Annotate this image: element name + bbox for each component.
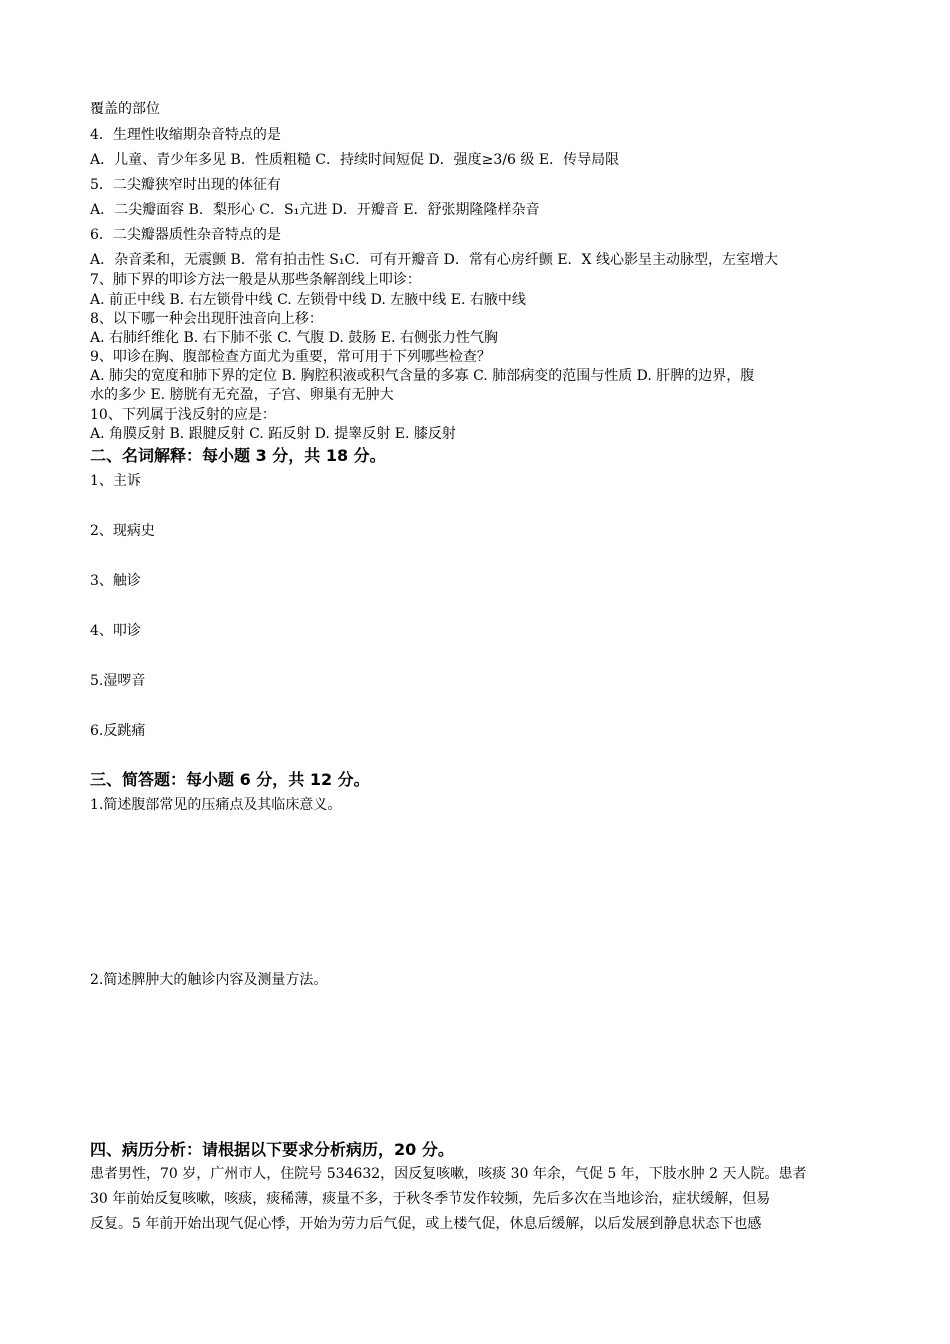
question-10: 10、下列属于浅反射的应是： bbox=[90, 407, 276, 423]
question-7-options: A. 前正中线 B. 右左锁骨中线 C. 左锁骨中线 D. 左腋中线 E. 右腋中线 bbox=[90, 292, 526, 308]
short-answer-1: 1.简述腹部常见的压痛点及其临床意义。 bbox=[90, 797, 342, 813]
question-8-options: A. 右肺纤维化 B. 右下肺不张 C. 气腹 D. 鼓肠 E. 右侧张力性气胸 bbox=[90, 330, 498, 346]
term-item: 3、触诊 bbox=[90, 573, 141, 589]
term-item: 1、主诉 bbox=[90, 473, 141, 489]
term-item: 4、叩诊 bbox=[90, 623, 141, 639]
text-line: 覆盖的部位 bbox=[90, 101, 160, 117]
question-9: 9、叩诊在胸、腹部检查方面尤为重要，常可用于下列哪些检查？ bbox=[90, 349, 491, 365]
case-text: 患者男性，70 岁，广州市人，住院号 534632，因反复咳嗽，咳痰 30 年余，气促 5 年，下肢水肿 2 天人院。患者 bbox=[90, 1166, 807, 1182]
section-3-heading: 三、简答题：每小题 6 分，共 12 分。 bbox=[90, 770, 370, 789]
question-4-options: A．儿童、青少年多见 B．性质粗糙 C．持续时间短促 D．强度≥3/6 级 E．传导局限 bbox=[90, 152, 620, 168]
short-answer-2: 2.简述脾肿大的触诊内容及测量方法。 bbox=[90, 972, 328, 988]
question-8: 8、以下哪一种会出现肝浊音向上移： bbox=[90, 311, 323, 327]
question-5: 5．二尖瓣狭窄时出现的体征有 bbox=[90, 177, 281, 193]
term-item: 6.反跳痛 bbox=[90, 723, 146, 739]
question-7: 7、肺下界的叩诊方法一般是从那些条解剖线上叩诊： bbox=[90, 272, 421, 288]
section-4-heading: 四、病历分析：请根据以下要求分析病历，20 分。 bbox=[90, 1140, 454, 1159]
question-6-options: A．杂音柔和，无震颤 B．常有拍击性 S₁C．可有开瓣音 D．常有心房纤颤 E．X 线心影呈主动脉型，左室增大 bbox=[90, 252, 778, 268]
question-5-options: A．二尖瓣面容 B．梨形心 C．S₁亢进 D．开瓣音 E．舒张期隆隆样杂音 bbox=[90, 202, 540, 218]
question-9-options: A. 肺尖的宽度和肺下界的定位 B. 胸腔积液或积气含量的多寡 C. 肺部病变的范围与性质 D. 肝脾的边界，腹 bbox=[90, 368, 755, 384]
term-item: 2、现病史 bbox=[90, 523, 155, 539]
section-2-heading: 二、名词解释：每小题 3 分，共 18 分。 bbox=[90, 446, 386, 465]
case-text: 反复。5 年前开始出现气促心悸，开始为劳力后气促，或上楼气促，休息后缓解，以后发展到静息状态下也感 bbox=[90, 1216, 762, 1232]
case-text: 30 年前始反复咳嗽，咳痰，痰稀薄，痰量不多，于秋冬季节发作较频，先后多次在当地诊治，症状缓解，但易 bbox=[90, 1191, 771, 1207]
question-9-options-cont: 水的多少 E. 膀胱有无充盈，子宫、卵巢有无肿大 bbox=[90, 387, 394, 403]
question-6: 6．二尖瓣器质性杂音特点的是 bbox=[90, 227, 281, 243]
question-10-options: A. 角膜反射 B. 跟腱反射 C. 跖反射 D. 提睾反射 E. 膝反射 bbox=[90, 426, 456, 442]
term-item: 5.湿啰音 bbox=[90, 673, 146, 689]
question-4: 4．生理性收缩期杂音特点的是 bbox=[90, 127, 281, 143]
